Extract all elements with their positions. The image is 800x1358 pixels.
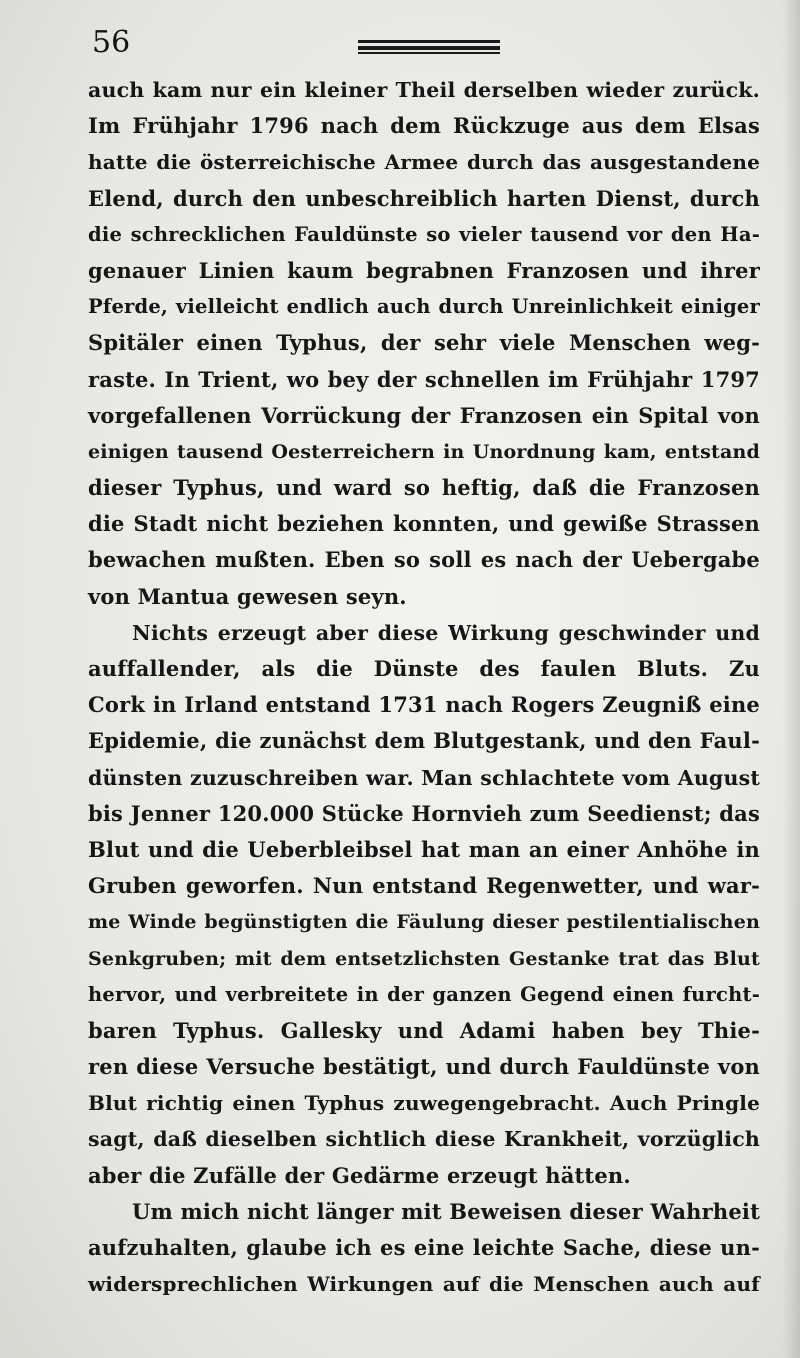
text-line: hervor, und verbreitete in der ganzen Gegend einen furcht-: [88, 982, 760, 1006]
text-line: dünsten zuzuschreiben war. Man schlachtete vom August: [88, 765, 760, 790]
text-line: von Mantua gewesen seyn.: [88, 583, 407, 609]
text-line: aufzuhalten, glaube ich es eine leichte Sache, diese un-: [88, 1235, 760, 1260]
body-text: [88, 72, 760, 1302]
text-line: Blut und die Ueberbleibsel hat man an einer Anhöhe in: [88, 836, 760, 862]
page-number: 56: [92, 25, 131, 60]
text-line: die schrecklichen Fauldünste so vieler tausend vor den Ha-: [88, 222, 760, 246]
header-rule: [358, 40, 500, 54]
text-line: Pferde, vielleicht endlich auch durch Unreinlichkeit einiger: [88, 295, 760, 319]
text-line: Nichts erzeugt aber diese Wirkung geschwinder und: [132, 620, 760, 645]
text-line: die Stadt nicht beziehen konnten, und gewiße Strassen: [88, 511, 760, 537]
text-line: me Winde begünstigten die Fäulung dieser pestilentialischen: [88, 911, 760, 934]
text-line: bis Jenner 120.000 Stücke Hornvieh zum Seedienst; das: [88, 800, 760, 826]
text-line: auffallender, als die Dünste des faulen Bluts. Zu: [88, 656, 760, 681]
text-line: Um mich nicht länger mit Beweisen dieser Wahrheit: [132, 1198, 760, 1224]
text-line: Blut richtig einen Typhus zuwegengebracht. Auch Pringle: [88, 1091, 760, 1116]
text-line: raste. In Trient, wo bey der schnellen im Frühjahr 1797: [88, 366, 760, 392]
text-line: auch kam nur ein kleiner Theil derselben wieder zurück.: [88, 78, 760, 102]
text-line: baren Typhus. Gallesky und Adami haben bey Thie-: [88, 1017, 760, 1043]
text-line: aber die Zufälle der Gedärme erzeugt hätten.: [88, 1162, 631, 1188]
text-line: Epidemie, die zunächst dem Blutgestank, und den Faul-: [88, 728, 760, 754]
text-line: Im Frühjahr 1796 nach dem Rückzuge aus dem Elsas: [88, 113, 760, 139]
page-edge-shadow: [782, 0, 800, 1358]
text-line: Senkgruben; mit dem entsetzlichsten Gestanke trat das Blut: [88, 947, 760, 970]
text-line: dieser Typhus, und ward so heftig, daß die Franzosen: [88, 475, 760, 501]
text-line: Spitäler einen Typhus, der sehr viele Menschen weg-: [88, 330, 760, 356]
text-line: hatte die österreichische Armee durch das ausgestandene: [88, 150, 760, 175]
text-line: ren diese Versuche bestätigt, und durch Fauldünste von: [88, 1054, 760, 1080]
text-line: einigen tausend Oesterreichern in Unordnung kam, entstand: [88, 440, 760, 463]
text-line: sagt, daß dieselben sichtlich diese Krankheit, vorzüglich: [88, 1127, 760, 1152]
text-line: Elend, durch den unbeschreiblich harten Dienst, durch: [88, 185, 760, 211]
text-line: Cork in Irland entstand 1731 nach Rogers Zeugniß eine: [88, 692, 760, 718]
text-line: vorgefallenen Vorrückung der Franzosen ein Spital von: [88, 402, 760, 428]
text-line: widersprechlichen Wirkungen auf die Menschen auch auf: [88, 1272, 760, 1297]
text-line: Gruben geworfen. Nun entstand Regenwetter, und war-: [88, 873, 760, 899]
text-line: bewachen mußten. Eben so soll es nach der Uebergabe: [88, 547, 760, 573]
text-line: genauer Linien kaum begrabnen Franzosen und ihrer: [88, 257, 760, 283]
